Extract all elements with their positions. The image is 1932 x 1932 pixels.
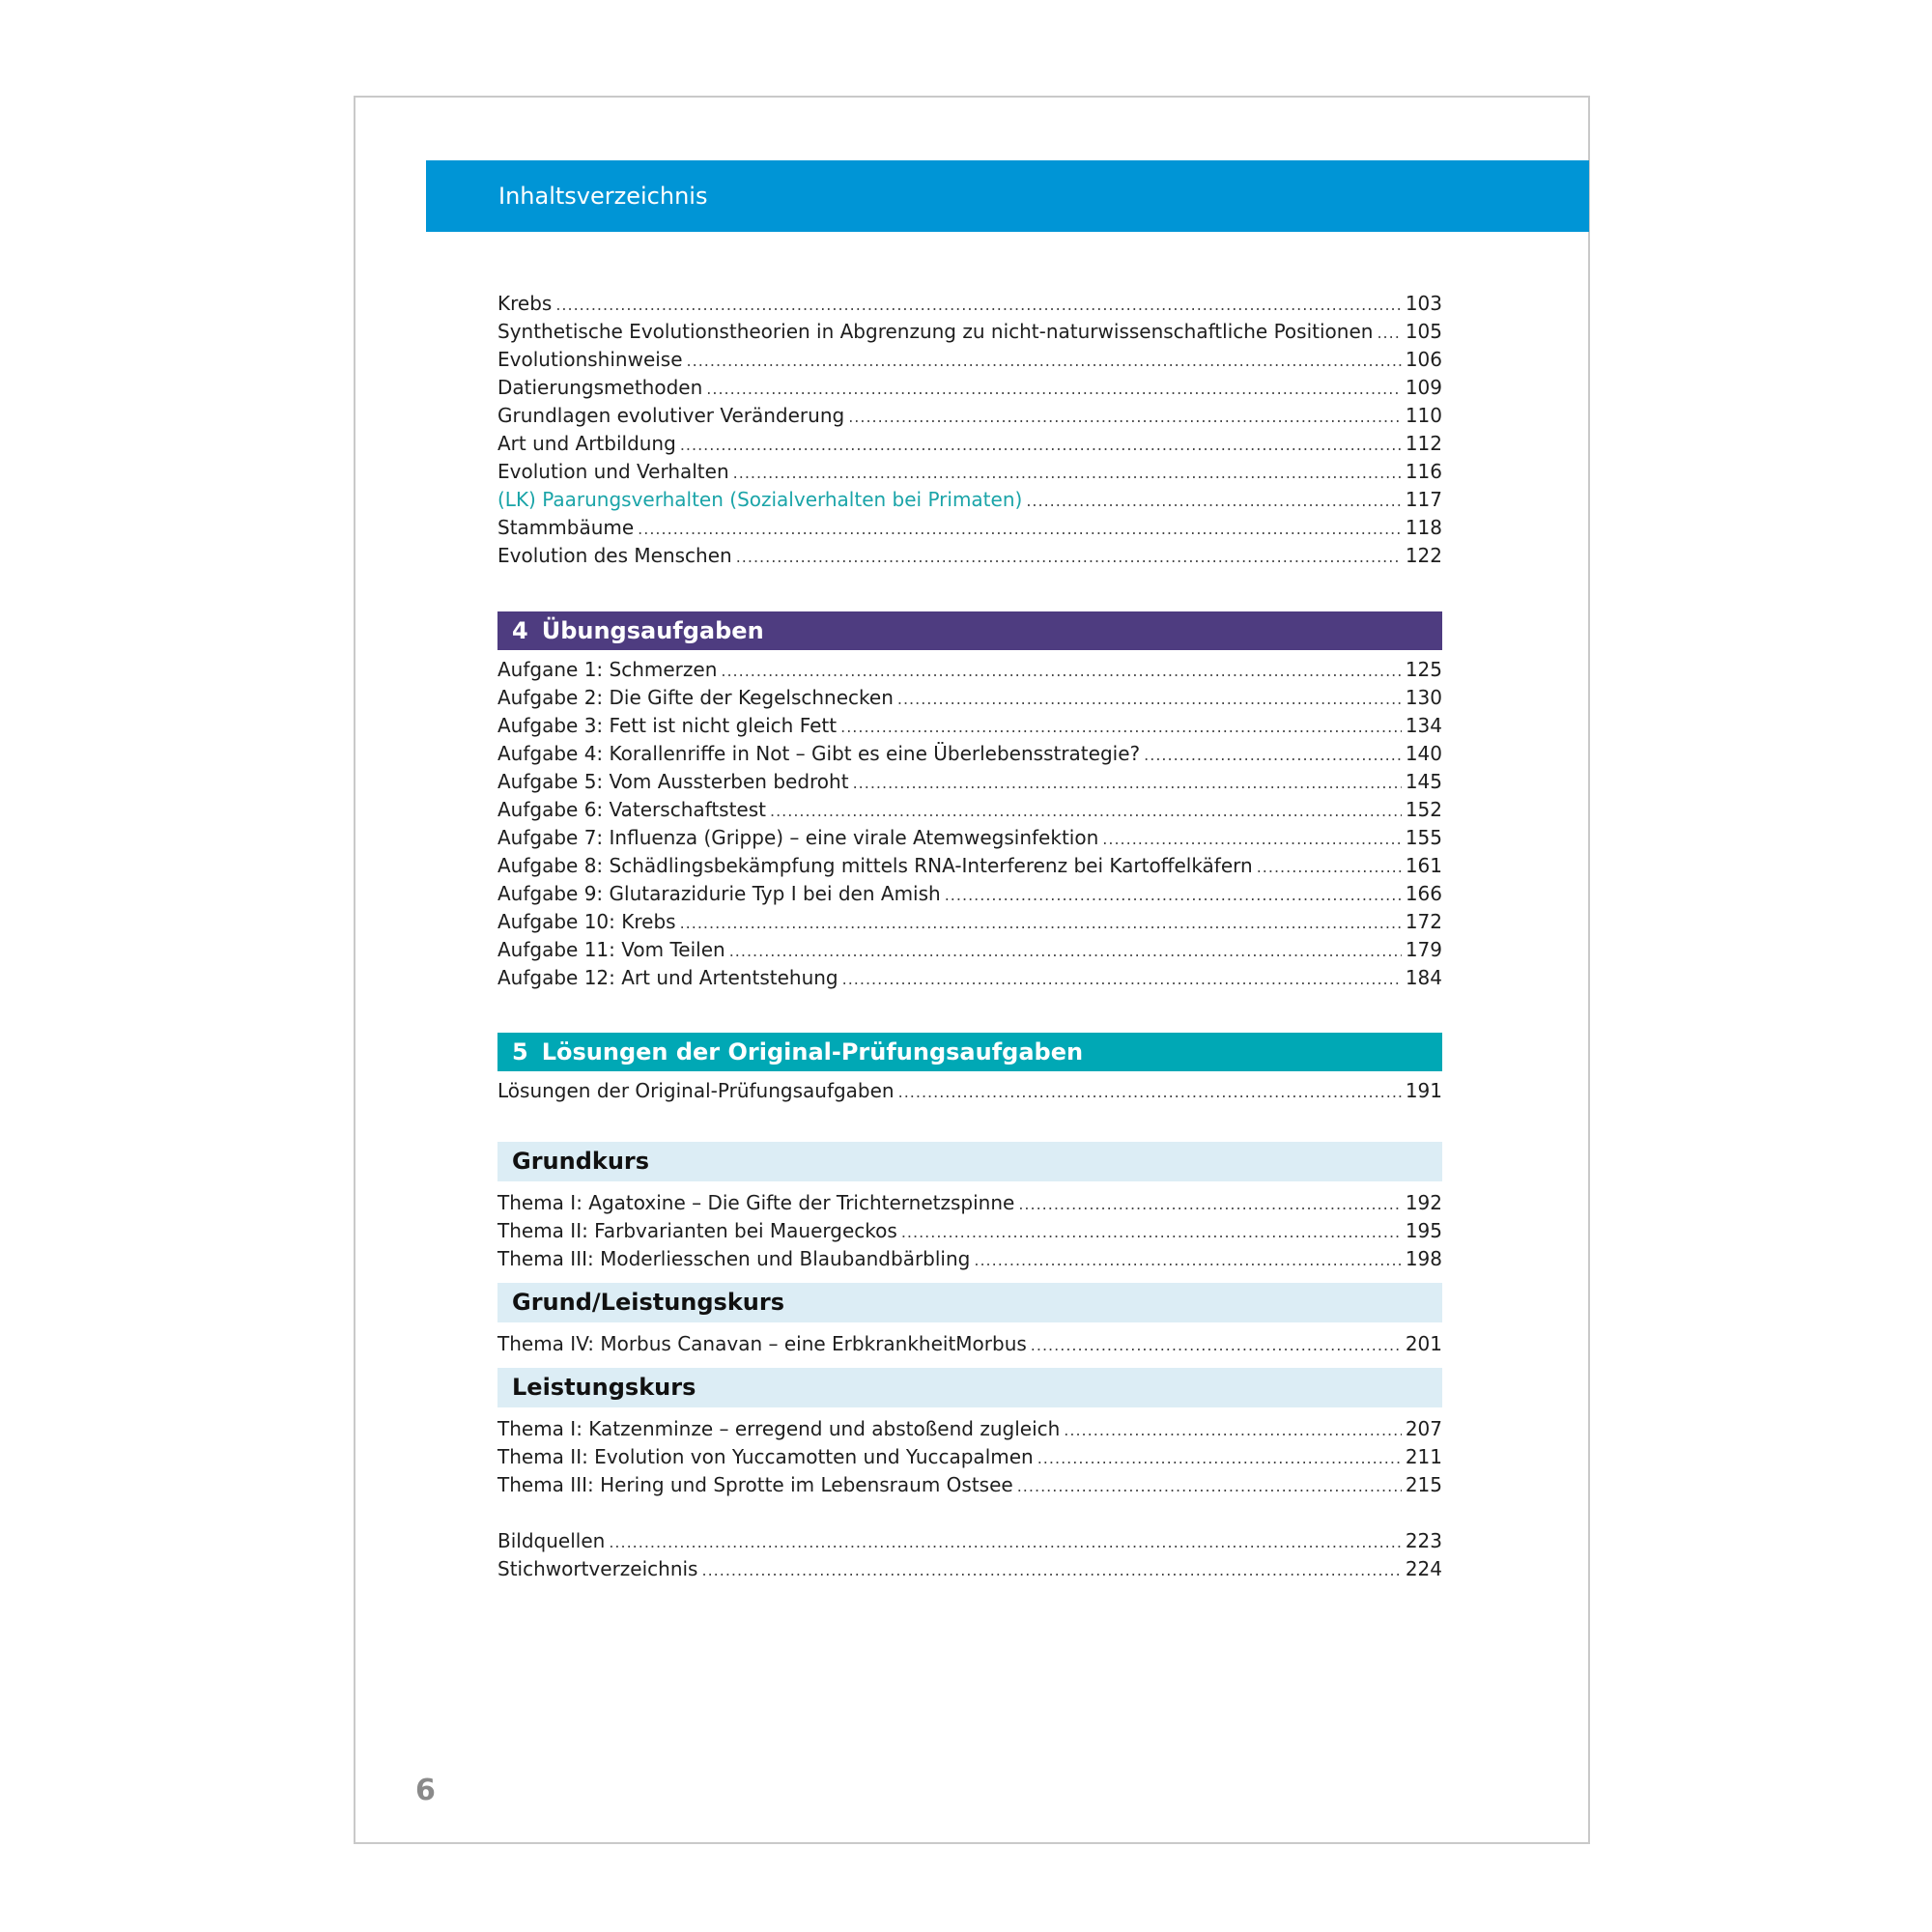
dot-leader bbox=[840, 713, 1402, 741]
toc-entry-title: Aufgabe 5: Vom Aussterben bedroht bbox=[497, 770, 849, 793]
section-title: Lösungen der Original-Prüfungsaufgaben bbox=[541, 1038, 1084, 1065]
leistungskurs-heading: Leistungskurs bbox=[497, 1368, 1442, 1407]
toc-entry-title: Thema III: Hering und Sprotte im Lebensraum Ostsee bbox=[497, 1473, 1013, 1496]
toc-entry-page: 184 bbox=[1405, 966, 1442, 989]
toc-entry[interactable] bbox=[497, 486, 1442, 514]
header-bar bbox=[426, 160, 1589, 232]
section-5-heading bbox=[497, 1033, 1442, 1071]
toc-entry-title: Aufgabe 4: Korallenriffe in Not – Gibt es eine Überlebensstrategie? bbox=[497, 742, 1141, 765]
toc-entry[interactable] bbox=[497, 346, 1442, 374]
toc-entry[interactable] bbox=[497, 290, 1442, 318]
toc-entry-page: 211 bbox=[1405, 1445, 1442, 1468]
toc-entry-page: 118 bbox=[1405, 516, 1442, 539]
toc-entry-page: 191 bbox=[1405, 1079, 1442, 1102]
grund-leistungskurs-heading: Grund/Leistungskurs bbox=[497, 1283, 1442, 1322]
toc-entry-page: 116 bbox=[1405, 460, 1442, 483]
toc-entry-page: 117 bbox=[1405, 488, 1442, 511]
dot-leader bbox=[680, 909, 1402, 937]
dot-leader bbox=[853, 769, 1402, 797]
section-4-list bbox=[497, 656, 1442, 992]
dot-leader bbox=[733, 459, 1402, 487]
dot-leader bbox=[1257, 853, 1402, 881]
dot-leader bbox=[974, 1246, 1401, 1274]
toc-entry-page: 155 bbox=[1405, 826, 1442, 849]
toc-entry-title: Aufgabe 6: Vaterschaftstest bbox=[497, 798, 766, 821]
toc-entry[interactable] bbox=[497, 684, 1442, 712]
dot-leader bbox=[701, 1556, 1401, 1584]
dot-leader bbox=[1377, 319, 1401, 347]
toc-entry[interactable] bbox=[497, 1415, 1442, 1443]
dot-leader bbox=[1064, 1416, 1402, 1444]
dot-leader bbox=[729, 937, 1402, 965]
toc-content bbox=[497, 290, 1442, 1583]
section-number: 4 bbox=[512, 617, 528, 644]
toc-entry[interactable] bbox=[497, 768, 1442, 796]
toc-entry[interactable] bbox=[497, 964, 1442, 992]
toc-entry-title: Art und Artbildung bbox=[497, 432, 676, 455]
toc-entry-page: 140 bbox=[1405, 742, 1442, 765]
toc-entry-title: Stichwortverzeichnis bbox=[497, 1557, 698, 1580]
dot-leader bbox=[848, 403, 1402, 431]
toc-entry[interactable] bbox=[497, 374, 1442, 402]
toc-entry-page: 106 bbox=[1405, 348, 1442, 371]
toc-entry-title: Aufgabe 2: Die Gifte der Kegelschnecken bbox=[497, 686, 894, 709]
toc-entry[interactable] bbox=[497, 542, 1442, 570]
section-number: 5 bbox=[512, 1038, 528, 1065]
dot-leader bbox=[1037, 1444, 1402, 1472]
toc-entry-title: Thema I: Agatoxine – Die Gifte der Trichternetzspinne bbox=[497, 1191, 1015, 1214]
dot-leader bbox=[1031, 1331, 1402, 1359]
toc-entry-title: Krebs bbox=[497, 292, 553, 315]
toc-entry-title: Synthetische Evolutionstheorien in Abgrenzung zu nicht-naturwissenschaftliche Positionen bbox=[497, 320, 1374, 343]
toc-entry[interactable] bbox=[497, 402, 1442, 430]
toc-entry-page: 195 bbox=[1405, 1219, 1442, 1242]
toc-entry-page: 179 bbox=[1405, 938, 1442, 961]
dot-leader bbox=[555, 291, 1401, 319]
section-5-list bbox=[497, 1077, 1442, 1105]
toc-entry-title: Thema III: Moderliesschen und Blaubandbärbling bbox=[497, 1247, 971, 1270]
dot-leader bbox=[897, 685, 1402, 713]
grund-leistungskurs-list bbox=[497, 1330, 1442, 1358]
toc-entry-page: 192 bbox=[1405, 1191, 1442, 1214]
toc-entry-page: 172 bbox=[1405, 910, 1442, 933]
toc-entry-title: Datierungsmethoden bbox=[497, 376, 703, 399]
grundkurs-list bbox=[497, 1189, 1442, 1273]
toc-entry-page: 201 bbox=[1405, 1332, 1442, 1355]
toc-entry[interactable] bbox=[497, 852, 1442, 880]
toc-entry-title: Aufgabe 10: Krebs bbox=[497, 910, 676, 933]
section-title: Übungsaufgaben bbox=[541, 617, 764, 644]
grundkurs-heading: Grundkurs bbox=[497, 1142, 1442, 1181]
toc-entry-title: Aufgabe 8: Schädlingsbekämpfung mittels RNA-Interferenz bei Kartoffelkäfern bbox=[497, 854, 1253, 877]
toc-entry-title: (LK) Paarungsverhalten (Sozialverhalten bei Primaten) bbox=[497, 488, 1023, 511]
leistungskurs-list bbox=[497, 1415, 1442, 1499]
toc-entry[interactable] bbox=[497, 1330, 1442, 1358]
toc-entry-page: 198 bbox=[1405, 1247, 1442, 1270]
dot-leader bbox=[609, 1528, 1402, 1556]
toc-entry-title: Aufgabe 9: Glutarazidurie Typ I bei den Amish bbox=[497, 882, 941, 905]
toc-entry-page: 103 bbox=[1405, 292, 1442, 315]
toc-entry[interactable] bbox=[497, 430, 1442, 458]
dot-leader bbox=[1144, 741, 1402, 769]
toc-entry-title: Grundlagen evolutiver Veränderung bbox=[497, 404, 845, 427]
toc-entry[interactable] bbox=[497, 880, 1442, 908]
toc-entry[interactable] bbox=[497, 1077, 1442, 1105]
toc-entry[interactable] bbox=[497, 712, 1442, 740]
toc-entry-title: Aufgabe 3: Fett ist nicht gleich Fett bbox=[497, 714, 838, 737]
page-title: Inhaltsverzeichnis bbox=[498, 183, 708, 210]
toc-entry-title: Aufgane 1: Schmerzen bbox=[497, 658, 718, 681]
toc-entry[interactable] bbox=[497, 656, 1442, 684]
dot-leader bbox=[770, 797, 1402, 825]
dot-leader bbox=[1018, 1190, 1402, 1218]
toc-entry-title: Aufgabe 11: Vom Teilen bbox=[497, 938, 725, 961]
dot-leader bbox=[1017, 1472, 1402, 1500]
toc-entry-title: Evolution des Menschen bbox=[497, 544, 732, 567]
toc-entry[interactable] bbox=[497, 740, 1442, 768]
toc-entry-title: Aufgabe 7: Influenza (Grippe) – eine virale Atemwegsinfektion bbox=[497, 826, 1099, 849]
toc-entry[interactable] bbox=[497, 1527, 1442, 1555]
toc-entry-page: 152 bbox=[1405, 798, 1442, 821]
toc-entry[interactable] bbox=[497, 514, 1442, 542]
section-4-heading bbox=[497, 611, 1442, 650]
toc-entry-page: 130 bbox=[1405, 686, 1442, 709]
toc-entry-page: 122 bbox=[1405, 544, 1442, 567]
toc-entry[interactable] bbox=[497, 1245, 1442, 1273]
toc-entry-title: Bildquellen bbox=[497, 1529, 606, 1552]
toc-entry-title: Lösungen der Original-Prüfungsaufgaben bbox=[497, 1079, 895, 1102]
page-number: 6 bbox=[415, 1774, 436, 1807]
toc-entry-page: 224 bbox=[1405, 1557, 1442, 1580]
toc-intro-list bbox=[497, 290, 1442, 570]
dot-leader bbox=[687, 347, 1402, 375]
toc-entry-page: 223 bbox=[1405, 1529, 1442, 1552]
toc-entry[interactable] bbox=[497, 936, 1442, 964]
toc-entry-page: 207 bbox=[1405, 1417, 1442, 1440]
toc-entry-page: 125 bbox=[1405, 658, 1442, 681]
dot-leader bbox=[680, 431, 1402, 459]
toc-entry[interactable] bbox=[497, 824, 1442, 852]
dot-leader bbox=[901, 1218, 1402, 1246]
dot-leader bbox=[945, 881, 1402, 909]
toc-entry-title: Stammbäume bbox=[497, 516, 635, 539]
appendix-list bbox=[497, 1527, 1442, 1583]
dot-leader bbox=[721, 657, 1401, 685]
toc-entry-page: 110 bbox=[1405, 404, 1442, 427]
dot-leader bbox=[736, 543, 1402, 571]
toc-entry[interactable] bbox=[497, 1555, 1442, 1583]
toc-entry-title: Thema I: Katzenminze – erregend und abstoßend zugleich bbox=[497, 1417, 1061, 1440]
toc-entry[interactable] bbox=[497, 1217, 1442, 1245]
toc-entry-page: 134 bbox=[1405, 714, 1442, 737]
toc-entry[interactable] bbox=[497, 1443, 1442, 1471]
dot-leader bbox=[1102, 825, 1402, 853]
dot-leader bbox=[842, 965, 1402, 993]
toc-entry-title: Thema II: Farbvarianten bei Mauergeckos bbox=[497, 1219, 897, 1242]
dot-leader bbox=[638, 515, 1402, 543]
toc-entry-page: 161 bbox=[1405, 854, 1442, 877]
toc-entry[interactable] bbox=[497, 1189, 1442, 1217]
toc-entry[interactable] bbox=[497, 908, 1442, 936]
toc-entry-title: Evolutionshinweise bbox=[497, 348, 683, 371]
toc-entry-page: 112 bbox=[1405, 432, 1442, 455]
toc-entry-title: Evolution und Verhalten bbox=[497, 460, 729, 483]
toc-entry-title: Thema IV: Morbus Canavan – eine ErbkrankheitMorbus bbox=[497, 1332, 1027, 1355]
toc-entry[interactable] bbox=[497, 796, 1442, 824]
dot-leader bbox=[898, 1078, 1402, 1106]
dot-leader bbox=[706, 375, 1402, 403]
toc-entry-page: 145 bbox=[1405, 770, 1442, 793]
toc-entry[interactable] bbox=[497, 1471, 1442, 1499]
toc-entry-page: 109 bbox=[1405, 376, 1442, 399]
toc-entry-page: 105 bbox=[1405, 320, 1442, 343]
toc-entry-page: 166 bbox=[1405, 882, 1442, 905]
toc-entry-title: Aufgabe 12: Art und Artentstehung bbox=[497, 966, 838, 989]
toc-entry[interactable] bbox=[497, 458, 1442, 486]
toc-entry-title: Thema II: Evolution von Yuccamotten und Yuccapalmen bbox=[497, 1445, 1034, 1468]
dot-leader bbox=[1026, 487, 1402, 515]
toc-entry-page: 215 bbox=[1405, 1473, 1442, 1496]
toc-entry[interactable] bbox=[497, 318, 1442, 346]
